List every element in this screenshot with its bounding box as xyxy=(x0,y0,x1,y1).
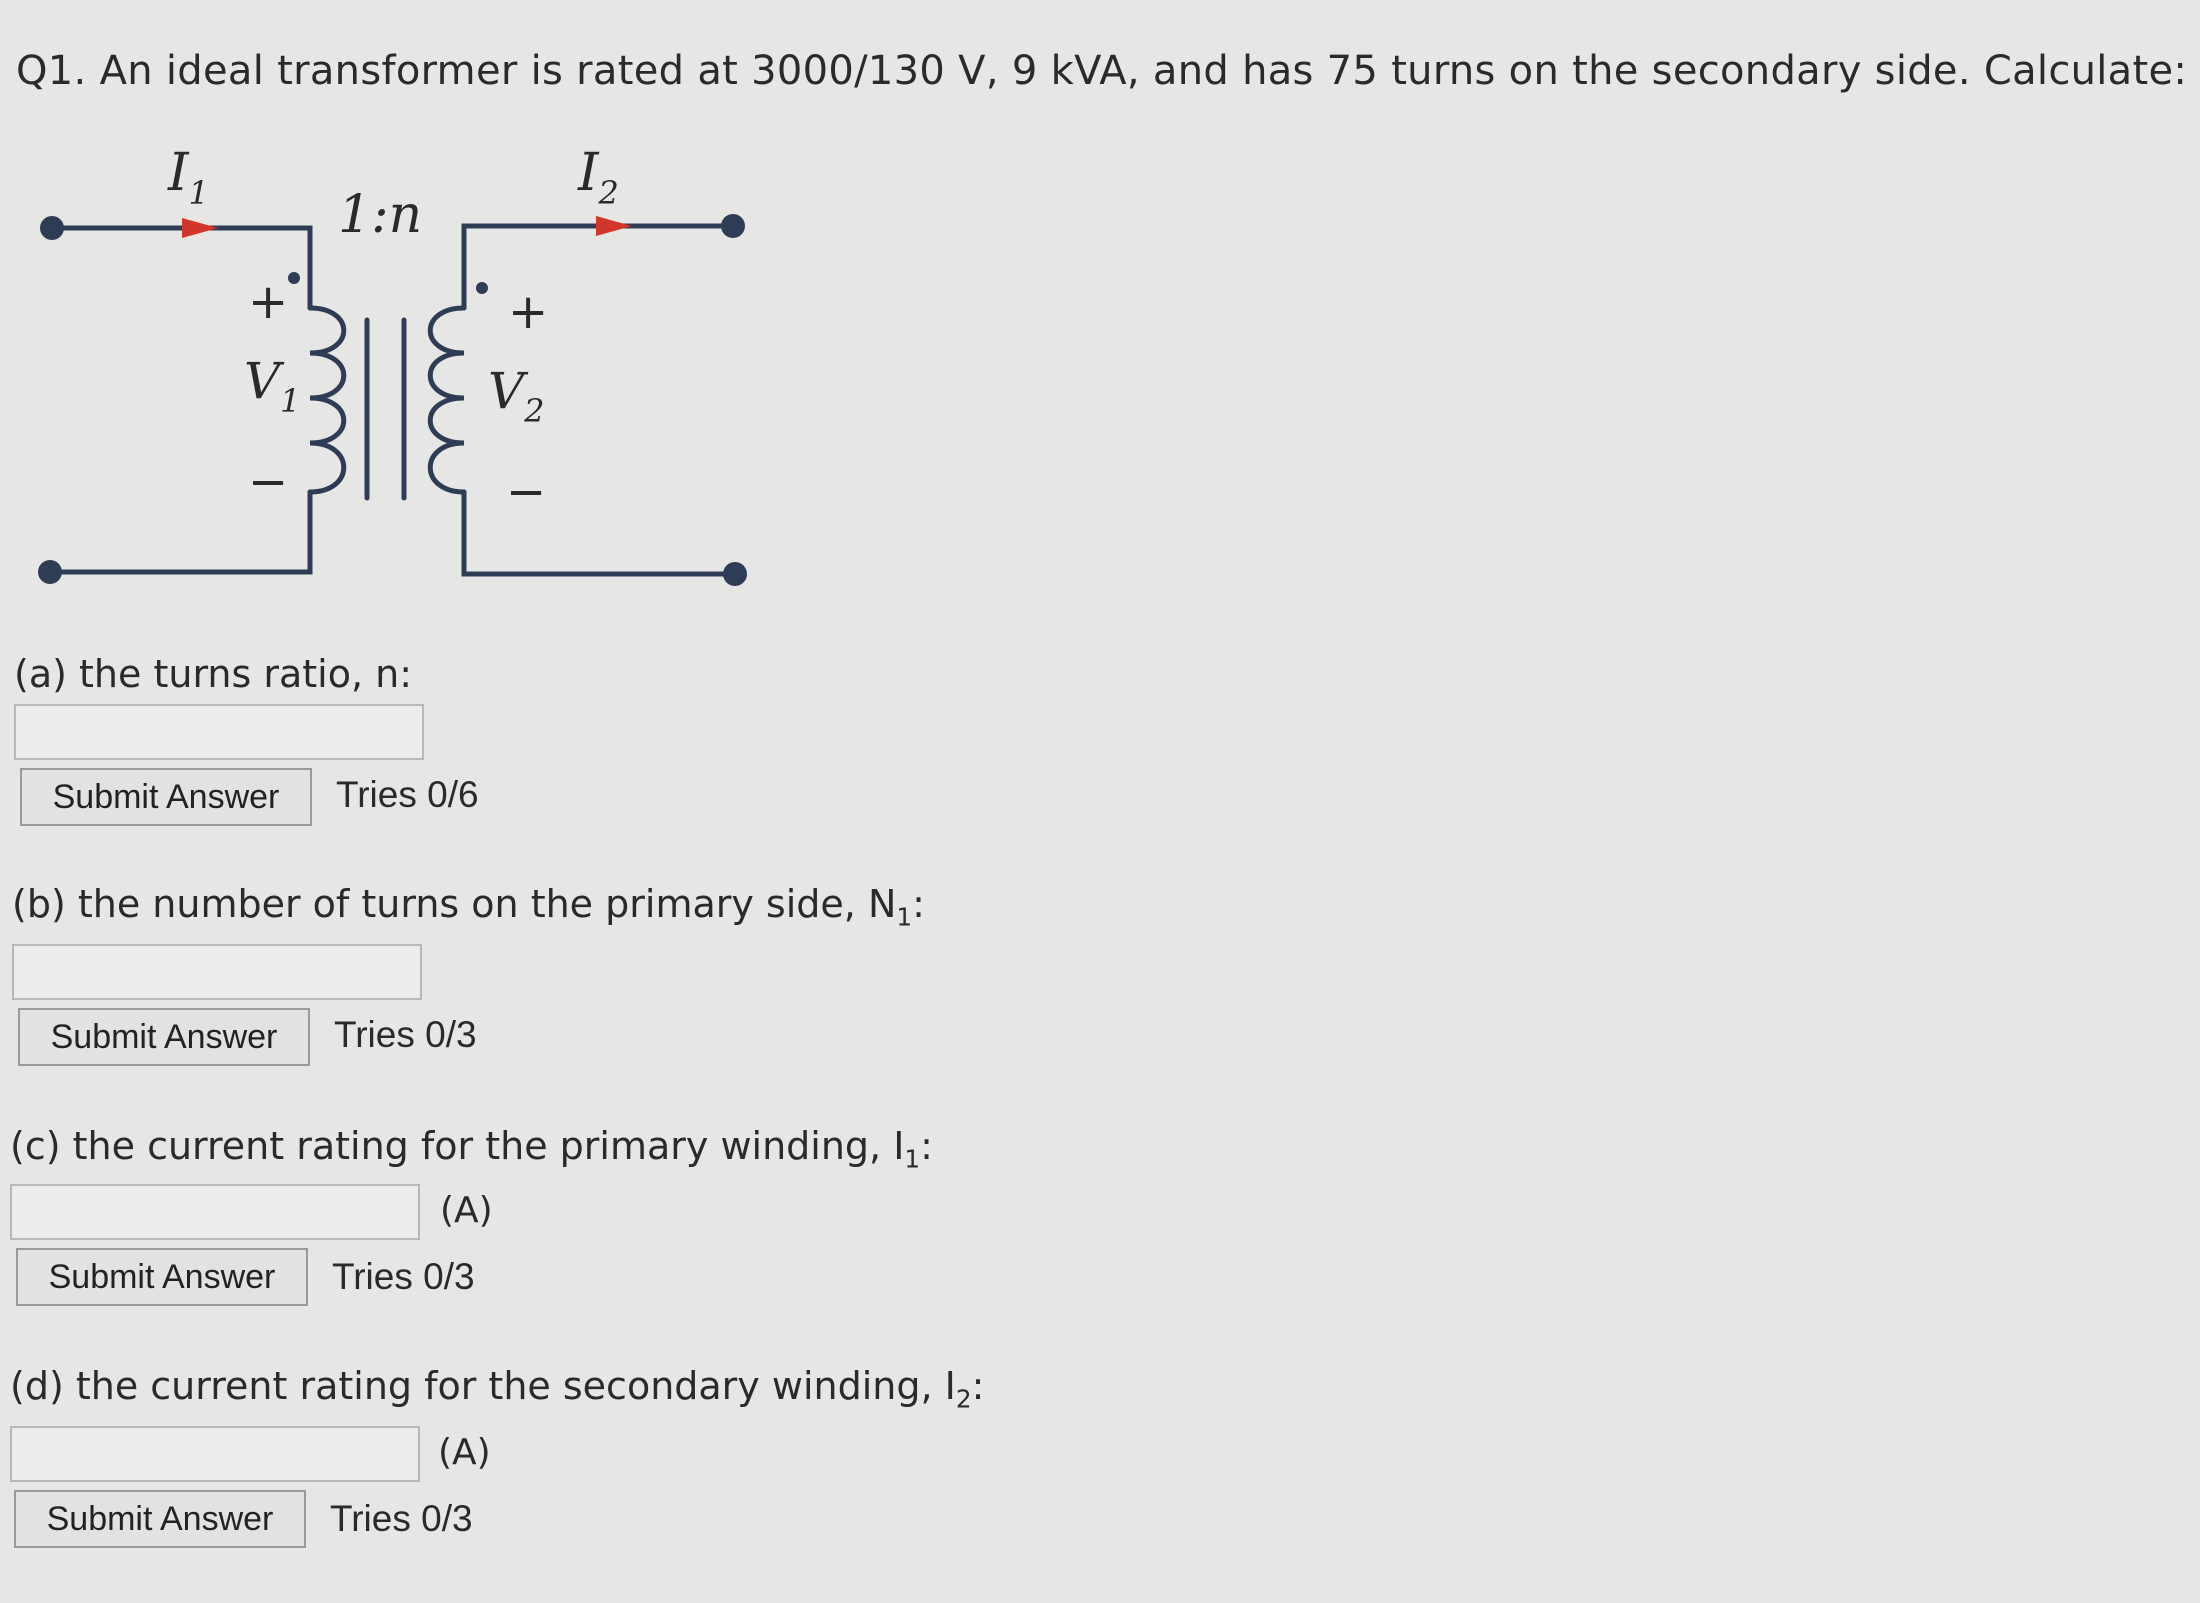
part-d-submit-button[interactable]: Submit Answer xyxy=(14,1490,306,1548)
part-b-submit-button[interactable]: Submit Answer xyxy=(18,1008,310,1066)
part-b-tries: Tries 0/3 xyxy=(334,1014,477,1055)
label-v1: $V_1$ xyxy=(244,352,301,420)
terminal-secondary-bottom xyxy=(723,562,747,586)
part-a-label: (a) the turns ratio, n: xyxy=(14,652,413,696)
part-c-label: (c) the current rating for the primary winding, $I_1$: xyxy=(10,1124,933,1174)
part-b-label: (b) the number of turns on the primary side, $N_1$: xyxy=(12,882,925,932)
minus-secondary: − xyxy=(506,464,547,520)
part-d-answer-input[interactable] xyxy=(10,1426,420,1482)
secondary-coil xyxy=(430,308,464,492)
plus-primary: + xyxy=(248,274,289,330)
current-arrow-i2 xyxy=(596,216,632,236)
secondary-bottom-wire xyxy=(464,492,735,574)
label-i2: $I_2$ xyxy=(578,143,619,212)
part-c-tries: Tries 0/3 xyxy=(332,1256,475,1297)
terminal-secondary-top xyxy=(721,214,745,238)
part-d-label: (d) the current rating for the secondary winding, $I_2$: xyxy=(10,1364,985,1414)
part-c-submit-button[interactable]: Submit Answer xyxy=(16,1248,308,1306)
part-c-unit: (A) xyxy=(440,1190,493,1231)
primary-coil xyxy=(310,308,344,492)
plus-secondary: + xyxy=(508,284,549,340)
label-v2: $V_2$ xyxy=(488,362,545,430)
current-arrow-i1 xyxy=(182,218,218,238)
part-a-answer-input[interactable] xyxy=(14,704,424,760)
part-a-submit-button[interactable]: Submit Answer xyxy=(20,768,312,826)
label-ratio: 1:n xyxy=(338,185,423,245)
label-i1: $I_1$ xyxy=(168,143,209,212)
part-d-unit: (A) xyxy=(438,1432,491,1473)
minus-primary: − xyxy=(248,454,289,510)
part-d-tries: Tries 0/3 xyxy=(330,1498,473,1539)
part-c-answer-input[interactable] xyxy=(10,1184,420,1240)
terminal-primary-bottom xyxy=(38,560,62,584)
terminal-primary-top xyxy=(40,216,64,240)
transformer-circuit-diagram xyxy=(20,140,760,600)
part-a-tries: Tries 0/6 xyxy=(336,774,479,815)
secondary-top-wire xyxy=(464,226,733,308)
polarity-dot-primary xyxy=(288,272,300,284)
polarity-dot-secondary xyxy=(476,282,488,294)
part-b-answer-input[interactable] xyxy=(12,944,422,1000)
question-title: Q1. An ideal transformer is rated at 3000/130 V, 9 kVA, and has 75 turns on the secondary side. Calculate: xyxy=(16,48,2188,94)
